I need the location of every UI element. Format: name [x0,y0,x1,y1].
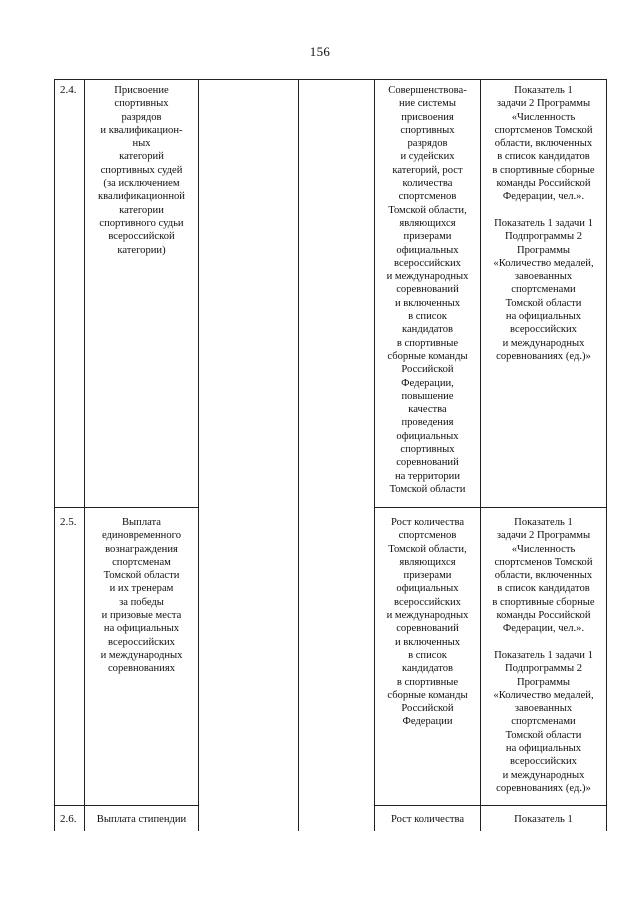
table-border-right [606,79,607,831]
page-number: 156 [309,44,331,59]
row-divider-b2 [374,805,607,806]
measure-title: Выплата единовременного вознаграждения спортсменам Томской области и их тренерам за победы и призовые места на официальных всероссийских и международных соревнованиях [100,517,183,675]
indicator: Показатель 1 задачи 2 Программы «Численность спортсменов Томской области, включенных в список кандидатов в спортивные сборные команды Российской Федерации, чел.». Показатель 1 задачи 1 Подпрограммы 2 Программы «Количество медалей, завоеванных спортсменами Томской области на официальных всероссийских и международных соревнованиях (ед.)» [492,517,595,794]
row-divider-a2 [374,507,607,508]
table-border-top [54,79,607,80]
row-number: 2.5. [60,516,77,528]
row-divider-b1 [54,805,199,806]
row-divider-a1 [54,507,199,508]
column-divider-2 [198,79,199,831]
column-divider-3 [298,79,299,831]
expected-result: Рост количества спортсменов Томской области, являющихся призерами официальных всероссийских и международных соревнований и включенных в список кандидатов в спортивные сборные команды Российской Федерации [386,517,469,728]
table-border-left [54,79,55,831]
indicator: Показатель 1 [514,814,573,825]
measure-title: Присвоение спортивных разрядов и квалификацион- ных категорий спортивных судей (за исключением квалификационной категории спортивного судьи всероссийской категории) [98,85,185,256]
row-number: 2.4. [60,84,77,96]
expected-result: Совершенствова- ние системы присвоения спортивных разрядов и судейских категорий, рост количества спортсменов Томской области, являющихся призерами официальных всероссийских и международных соревнований и включенных в список кандидатов в спортивные сборные команды Российской Федерации, повышение качества проведения официальных спортивных соревнований на территории Томской области [386,85,469,495]
row-number: 2.6. [60,813,77,825]
indicator: Показатель 1 задачи 2 Программы «Численность спортсменов Томской области, включенных в список кандидатов в спортивные сборные команды Российской Федерации, чел.». Показатель 1 задачи 1 Подпрограммы 2 Программы «Количество медалей, завоеванных спортсменами Томской области на официальных всероссийских и международных соревнованиях (ед.)» [492,85,595,362]
expected-result: Рост количества [390,814,465,825]
measure-title: Выплата стипендии [96,814,187,825]
column-divider-1 [84,79,85,831]
